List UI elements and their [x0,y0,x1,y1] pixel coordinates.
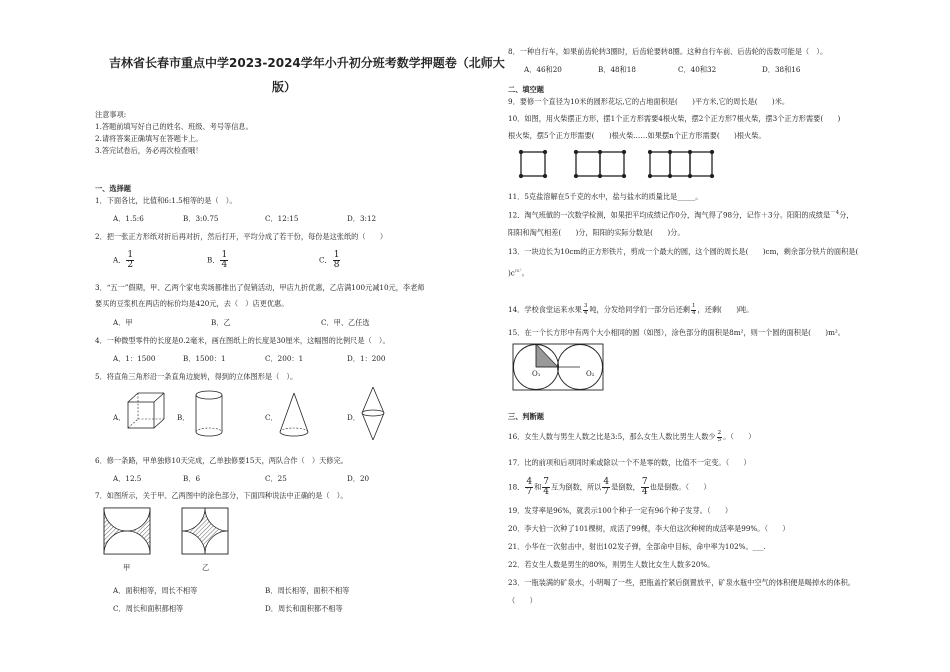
q5-option-d: D． [347,413,360,422]
matchstick-figure [520,149,720,183]
note-item: 2.请将答案正确填写在答题卡上。 [95,134,203,143]
q1-option-b: B．3:0.75 [183,214,219,223]
q3-option-a: A．甲 [113,318,133,327]
q11: 11．5克盐溶解在5千克的水中，盐与盐水的质量比是_____。 [508,192,703,201]
q7-option-c: C．周长和面积都相等 [113,604,184,613]
q10-line2: 根火柴，摆5个正方形需要( )根火柴……如果摆n个正方形需要( )根火柴。 [508,131,766,140]
section-judge: 三、判断题 [508,412,544,421]
q4-stem: 4．一种微型零件的长度是0.2毫米，画在图纸上的长度是30厘米，这幅图的比例尺是（ ）。 [95,336,390,345]
q12-line2: 阳阳和淘气相差( )分，阳阳的实际分数是( )分。 [508,228,685,237]
q6-option-b: B．6 [183,474,201,483]
cylinder-figure [195,390,225,438]
q4-option-d: D．1：200 [347,354,386,363]
q1-stem: 1．下面各比，比值和6:1.5相等的是（ ）。 [95,196,237,205]
q8-stem: 8．一种自行车，如果前齿轮转3圈时，后齿轮要转8圈。这种自行车前、后齿轮的齿数可能是（ ）。 [508,47,828,56]
q8-option-b: B．48和18 [598,65,636,74]
q16: 16．女生人数与男生人数之比是3:5，那么女生人数比男生人数少 $\frac{2}{5}$ 。（ ） [508,430,756,443]
q6-stem: 6．修一条路，甲单独修10天完成，乙单独修要15天，两队合作（ ）天修完。 [95,456,348,465]
q2-option-a: A． $\frac{1}{2}$ [113,250,134,270]
note-item: 3.答完试卷后，务必再次检查哦！ [95,146,203,155]
label-o1: O₁ [532,370,541,378]
figure-jia [103,507,153,557]
q20: 20．李大伯一次种了101棵树，成活了99棵，李大伯这次种树的成活率是99%。（ ） [508,524,790,533]
q17: 17．比的前项和后项同时乘或除以一个不是零的数，比值不一定变。（ ） [508,458,751,467]
q7-option-d: D．周长和面积都不相等 [265,604,343,613]
section-choice: 一、选择题 [95,184,131,193]
q13-line1: 13．一块边长为10cm的正方形铁片，剪成一个最大的圆，这个圆的周长是( )cm，剩余部分铁片的面积是( [508,247,859,256]
q8-option-d: D．38和16 [762,65,801,74]
q2-option-c: C． $\frac{1}{8}$ [319,250,340,270]
q5-option-a: A． [113,413,126,422]
q2-stem: 2．把一张正方形纸对折后再对折，然后打开，平均分成了若干份，每份是这张纸的（ ） [95,232,388,241]
q5-option-c: C． [265,413,278,422]
q8-option-c: C．40和32 [678,65,717,74]
q7-option-b: B．周长相等，面积不相等 [265,586,350,595]
q10-line1: 10．如图，用火柴摆正方形，摆1个正方形需要4根火柴，摆2个正方形7根火柴，摆3个正方形需要( ) [508,114,841,123]
cone-figure [279,392,311,440]
label-jia: 甲 [123,563,131,572]
page-title-line1: 吉林省长春市重点中学2023-2024学年小升初分班考数学押题卷（北师大 [109,56,505,70]
q2-option-b: B． $\frac{1}{4}$ [207,250,228,270]
double-cone-figure [361,386,387,442]
q13-line2: )$c^{m^2}$。 [508,268,529,278]
q3-line2: 要买的豆浆机在两店的标价均是420元，去（ ）店更优惠。 [95,299,289,308]
q6-option-c: C．25 [265,474,287,483]
q18: 18． $\frac{4}{7}$ 和 $\frac{7}{4}$ 互为倒数，所以 $\frac{4}{7}$ 是倒数， $\frac{7}{4}$ 也是倒数。（ ） [508,477,711,497]
section-fill: 二、填空题 [508,85,544,94]
q5-stem: 5．将直角三角形沿一条直角边旋转，得到的立体图形是（ ）。 [95,372,298,381]
q21: 21．小华在一次射击中，射出102发子弹，全部命中目标，命中率为102%。___. [508,542,766,551]
q22: 22．若女生人数是男生的80%，则男生人数比女生人数多20%。 [508,560,715,569]
q15-stem: 15．在一个长方形中有两个大小相同的圆（如图），涂色部分的面积是8m²，则一个圆的面积是( )m²。 [508,328,846,337]
q3-option-b: B．乙 [211,318,231,327]
q1-option-d: D．3:12 [347,214,377,223]
q4-option-a: A．1：1500 [113,354,156,363]
q7-option-a: A．面积相等，周长不相等 [113,586,198,595]
q4-option-c: C．200：1 [265,354,304,363]
q9: 9．要修一个直径为10米的圆形花坛,它的占地面积是( )平方米,它的周长是( )米。 [508,97,790,106]
q3-option-c: C．甲、乙任选 [321,318,370,327]
q1-option-c: C．12:15 [265,214,299,223]
label-yi: 乙 [202,563,210,572]
label-o2: O₂ [586,370,595,378]
q5-option-b: B． [177,413,190,422]
q14: 14．学校食堂运来水果 $\frac{3}{4}$ 吨，分发给同学们一部分后还剩 $\frac{1}{4}$ ，还剩( )吨。 [508,303,754,316]
note-item: 1.答题前填写好自己的姓名、班级、考号等信息。 [95,122,253,131]
q3-line1: 3．“五一”假期，甲、乙两个家电卖场都推出了促销活动，甲店九折优惠，乙店满100元减10元，李老师 [95,283,425,292]
q6-option-d: D．20 [347,474,370,483]
q23-line2: （ ） [508,596,537,605]
figure-yi [181,507,231,557]
q7-stem: 7．如图所示，关于甲、乙两图中的涂色部分，下面四种说法中正确的是（ ）。 [95,491,348,500]
two-circles-figure [512,343,608,393]
q4-option-b: B．1500：1 [183,354,226,363]
notes-heading: 注意事项: [95,110,127,119]
q1-option-a: A．1.5:6 [113,214,144,223]
q19: 19．发芽率是96%，就表示100个种子一定有96个种子发芽。（ ） [508,506,733,515]
q6-option-a: A．12.5 [113,474,142,483]
q23-line1: 23．一瓶装满的矿泉水，小明喝了一些，把瓶盖拧紧后倒置放平，矿泉水瓶中空气的体积便是喝掉水的体积。 [508,578,855,587]
q8-option-a: A．46和20 [524,65,562,74]
cube-figure [127,392,167,438]
page-title-line2: 版） [272,80,297,94]
q12-line1: 12．淘气班做的一次数学检测，如果把平均成绩记作0分，淘气得了98分，记作＋3分。阳阳的成绩是$^{-4}$分， [508,210,854,220]
